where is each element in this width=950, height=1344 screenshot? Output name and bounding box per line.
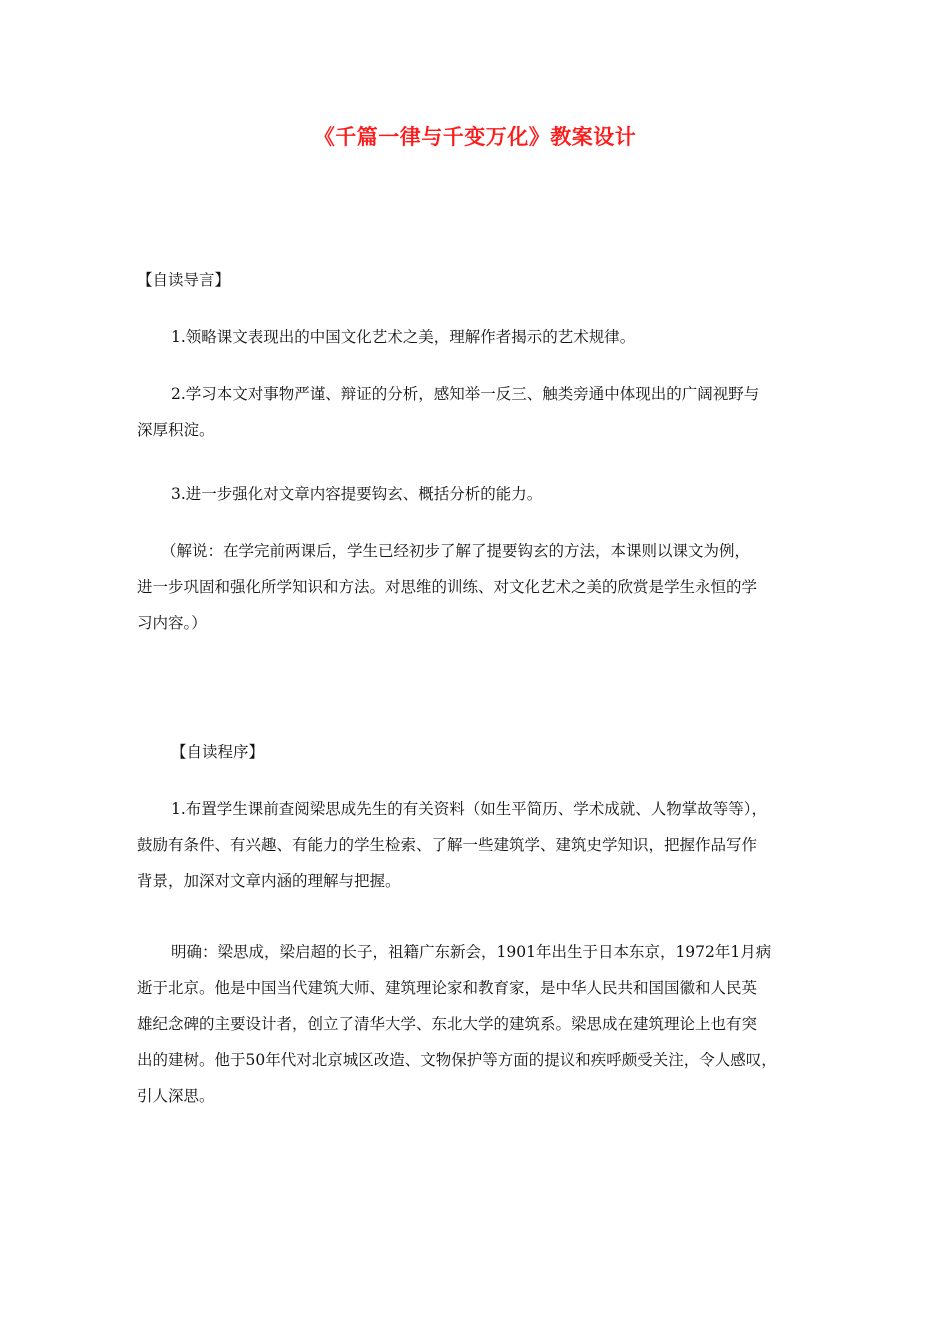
document-title: 《千篇一律与千变万化》教案设计	[313, 125, 637, 149]
intro-item-1	[171, 319, 871, 355]
section-heading-intro	[137, 262, 837, 298]
intro-item-text: 2.学习本文对事物严谨、辩证的分析，感知举一反三、触类旁通中体现出的广阔视野与	[171, 385, 760, 403]
clarify-line: 雄纪念碑的主要设计者，创立了清华大学、东北大学的建筑系。梁思成在建筑理论上也有突	[137, 1015, 758, 1033]
procedure-line: 背景，加深对文章内涵的理解与把握。	[137, 872, 401, 890]
intro-item-2	[137, 376, 837, 448]
intro-item-text-cont: 深厚积淀。	[137, 421, 215, 439]
intro-item-text: 3.进一步强化对文章内容提要钩玄、概括分析的能力。	[171, 485, 543, 503]
clarify-line: 引人深思。	[137, 1087, 215, 1105]
procedure-item-1	[137, 791, 837, 899]
note-line: （解说：在学完前两课后，学生已经初步了解了提要钩玄的方法，本课则以课文为例，	[161, 542, 751, 560]
section-heading-procedure	[171, 734, 871, 770]
clarify-line: 明确：梁思成，梁启超的长子，祖籍广东新会，1901年出生于日本东京，1972年1月病	[171, 943, 772, 961]
intro-note	[137, 533, 837, 641]
clarify-line: 逝于北京。他是中国当代建筑大师、建筑理论家和教育家，是中华人民共和国国徽和人民英	[137, 979, 758, 997]
note-line: 进一步巩固和强化所学知识和方法。对思维的训练、对文化艺术之美的欣赏是学生永恒的学	[137, 578, 758, 596]
procedure-line: 1.布置学生课前查阅梁思成先生的有关资料（如生平简历、学术成就、人物掌故等等），	[171, 800, 768, 818]
intro-item-3	[171, 476, 871, 512]
section-heading-text: 【自读导言】	[137, 271, 231, 289]
procedure-line: 鼓励有条件、有兴趣、有能力的学生检索、了解一些建筑学、建筑史学知识，把握作品写作	[137, 836, 758, 854]
intro-item-text: 1.领略课文表现出的中国文化艺术之美，理解作者揭示的艺术规律。	[171, 328, 636, 346]
clarify-line: 出的建树。他于50年代对北京城区改造、文物保护等方面的提议和疾呼颇受关注，令人感叹，	[137, 1051, 777, 1069]
note-line: 习内容。）	[137, 614, 207, 632]
clarify-paragraph	[137, 934, 837, 1114]
section-heading-text: 【自读程序】	[171, 743, 265, 761]
